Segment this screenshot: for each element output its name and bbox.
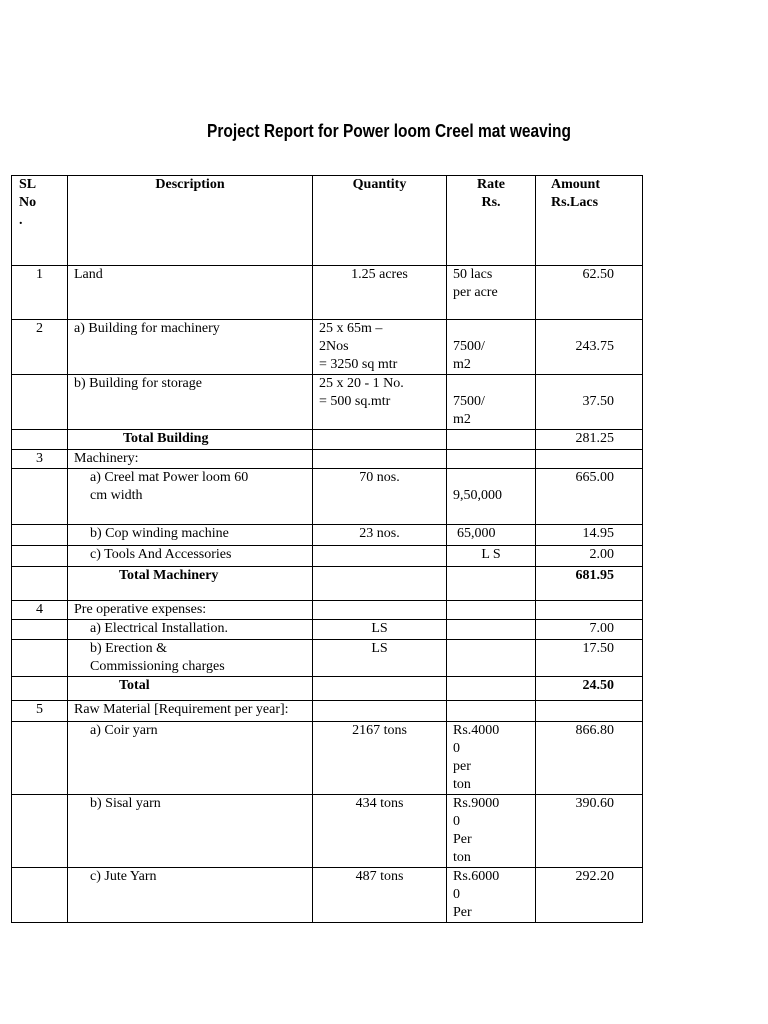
rate-cell (447, 450, 536, 469)
sl-cell (12, 722, 68, 795)
header-description: Description (68, 176, 313, 266)
amount-cell: 243.75 (536, 320, 643, 375)
table-row (12, 430, 643, 450)
amount-cell: 24.50 (536, 677, 643, 701)
header-rate: Rate Rs. (447, 176, 536, 266)
amount-cell: 681.95 (536, 567, 643, 601)
rate-cell: Rs.4000 0 per ton (447, 722, 536, 795)
sl-cell (12, 546, 68, 567)
header-quantity: Quantity (313, 176, 447, 266)
amount-cell: 17.50 (536, 640, 643, 677)
rate-cell (447, 601, 536, 620)
rate-cell (447, 677, 536, 701)
project-cost-table (11, 175, 643, 923)
quantity-cell (313, 450, 447, 469)
rate-cell: 9,50,000 (447, 469, 536, 525)
total-label-cell: Total (68, 677, 313, 701)
quantity-cell (313, 677, 447, 701)
rate-cell (447, 640, 536, 677)
rate-cell: Rs.9000 0 Per ton (447, 795, 536, 868)
table-row (12, 868, 643, 923)
sl-cell (12, 795, 68, 868)
table-row (12, 701, 643, 722)
total-label-cell: Total Machinery (68, 567, 313, 601)
description-cell: b) Cop winding machine (68, 525, 313, 546)
amount-cell: 665.00 (536, 469, 643, 525)
sl-cell (12, 677, 68, 701)
sl-cell (12, 640, 68, 677)
amount-cell: 2.00 (536, 546, 643, 567)
description-cell: Raw Material [Requirement per year]: (68, 701, 313, 722)
description-cell: Land (68, 266, 313, 320)
quantity-cell: LS (313, 640, 447, 677)
table-row (12, 266, 643, 320)
rate-cell: 7500/ m2 (447, 375, 536, 430)
sl-cell (12, 430, 68, 450)
header-amount: Amount Rs.Lacs (536, 176, 643, 266)
description-cell: b) Building for storage (68, 375, 313, 430)
sl-cell (12, 375, 68, 430)
sl-cell (12, 567, 68, 601)
description-cell: c) Tools And Accessories (68, 546, 313, 567)
rate-cell (447, 701, 536, 722)
table-row (12, 375, 643, 430)
amount-cell: 390.60 (536, 795, 643, 868)
table-row (12, 469, 643, 525)
sl-cell: 1 (12, 266, 68, 320)
quantity-cell: 23 nos. (313, 525, 447, 546)
rate-cell (447, 567, 536, 601)
table-row (12, 601, 643, 620)
rate-cell: 7500/ m2 (447, 320, 536, 375)
rate-cell: 65,000 (447, 525, 536, 546)
rate-cell: Rs.6000 0 Per (447, 868, 536, 923)
table-row (12, 722, 643, 795)
description-cell: a) Building for machinery (68, 320, 313, 375)
amount-cell: 281.25 (536, 430, 643, 450)
sl-cell (12, 469, 68, 525)
rate-cell: L S (447, 546, 536, 567)
amount-cell: 292.20 (536, 868, 643, 923)
sl-cell (12, 525, 68, 546)
sl-cell: 3 (12, 450, 68, 469)
quantity-cell: 70 nos. (313, 469, 447, 525)
quantity-cell: 434 tons (313, 795, 447, 868)
description-cell: b) Erection & Commissioning charges (68, 640, 313, 677)
amount-cell: 62.50 (536, 266, 643, 320)
description-cell: b) Sisal yarn (68, 795, 313, 868)
description-cell: a) Electrical Installation. (68, 620, 313, 640)
quantity-cell: 25 x 65m – 2Nos = 3250 sq mtr (313, 320, 447, 375)
quantity-cell (313, 601, 447, 620)
total-label-cell: Total Building (68, 430, 313, 450)
quantity-cell (313, 567, 447, 601)
amount-cell: 14.95 (536, 525, 643, 546)
quantity-cell (313, 546, 447, 567)
amount-cell (536, 450, 643, 469)
table-header-row (12, 176, 643, 266)
quantity-cell (313, 701, 447, 722)
sl-cell (12, 620, 68, 640)
sl-cell: 4 (12, 601, 68, 620)
quantity-cell (313, 430, 447, 450)
table-row (12, 640, 643, 677)
amount-cell: 866.80 (536, 722, 643, 795)
quantity-cell: 25 x 20 - 1 No. = 500 sq.mtr (313, 375, 447, 430)
amount-cell: 7.00 (536, 620, 643, 640)
table-row (12, 320, 643, 375)
rate-cell: 50 lacs per acre (447, 266, 536, 320)
header-sl-no: SL No . (12, 176, 68, 266)
rate-cell (447, 430, 536, 450)
sl-cell: 2 (12, 320, 68, 375)
table-row (12, 546, 643, 567)
table-row (12, 620, 643, 640)
sl-cell (12, 868, 68, 923)
quantity-cell: 2167 tons (313, 722, 447, 795)
table-row (12, 795, 643, 868)
description-cell: c) Jute Yarn (68, 868, 313, 923)
rate-cell (447, 620, 536, 640)
quantity-cell: 487 tons (313, 868, 447, 923)
table-row (12, 450, 643, 469)
description-cell: a) Creel mat Power loom 60 cm width (68, 469, 313, 525)
amount-cell: 37.50 (536, 375, 643, 430)
amount-cell (536, 601, 643, 620)
amount-cell (536, 701, 643, 722)
page-title: Project Report for Power loom Creel mat weaving (207, 121, 571, 141)
description-cell: a) Coir yarn (68, 722, 313, 795)
table-row (12, 567, 643, 601)
quantity-cell: 1.25 acres (313, 266, 447, 320)
table-row (12, 677, 643, 701)
description-cell: Pre operative expenses: (68, 601, 313, 620)
table-row (12, 525, 643, 546)
quantity-cell: LS (313, 620, 447, 640)
sl-cell: 5 (12, 701, 68, 722)
description-cell: Machinery: (68, 450, 313, 469)
